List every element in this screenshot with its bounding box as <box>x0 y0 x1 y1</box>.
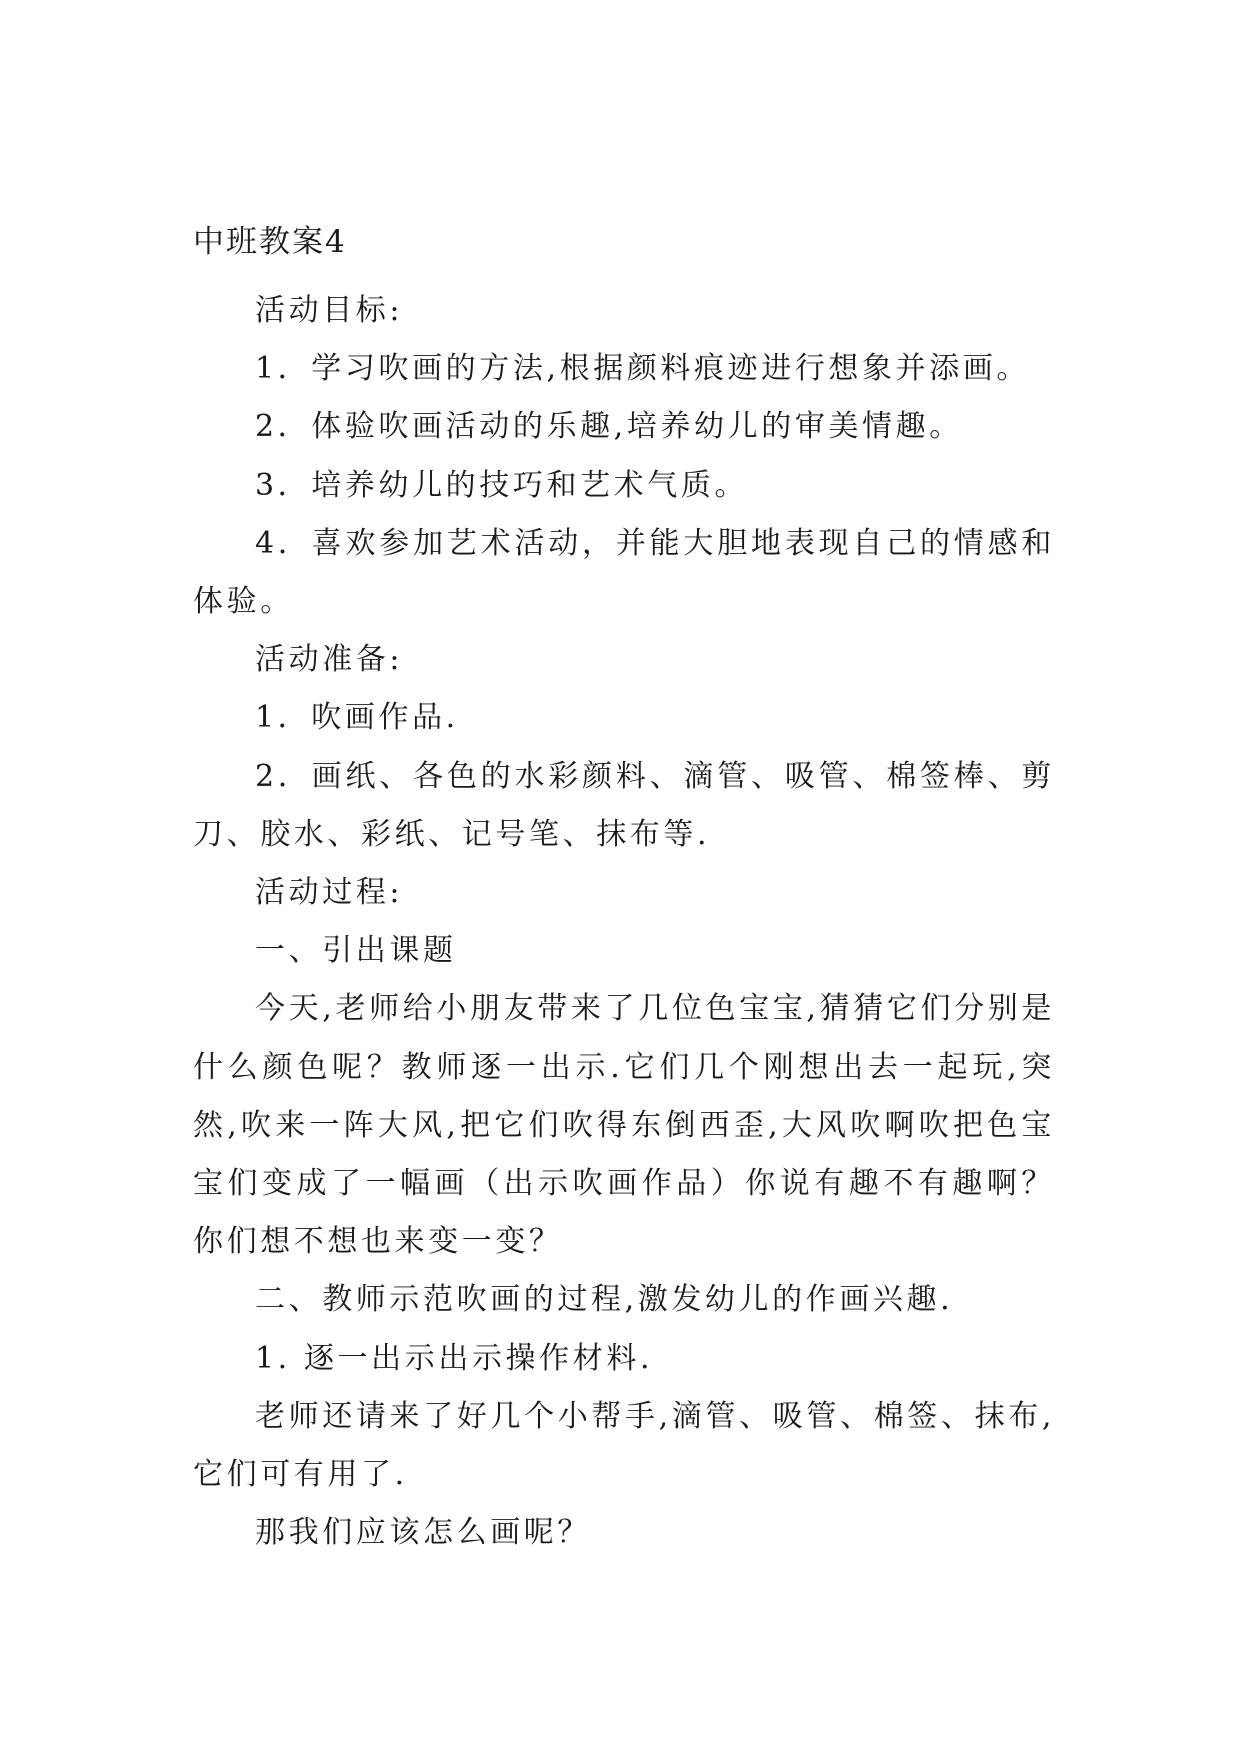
paragraph-section-2-helpers: 老师还请来了好几个小帮手,滴管、吸管、棉签、抹布,它们可有用了. <box>193 1398 1055 1493</box>
paragraph-section-2-question: 那我们应该怎么画呢？ <box>255 1515 591 1551</box>
paragraph-goal-1: 1．学习吹画的方法,根据颜料痕迹进行想象并添画。 <box>255 351 1031 387</box>
paragraph-goals-heading: 活动目标: <box>255 293 404 328</box>
paragraph-section-2-step-1: 1. 逐一出示出示操作材料. <box>255 1340 654 1376</box>
paragraph-process-heading: 活动过程: <box>255 875 404 911</box>
paragraph-section-2-heading: 二、教师示范吹画的过程,激发幼儿的作画兴趣. <box>255 1282 954 1318</box>
paragraph-goal-2: 2．体验吹画活动的乐趣,培养幼儿的审美情趣。 <box>255 409 963 445</box>
paragraph-preparation-heading: 活动准备: <box>255 642 404 678</box>
paragraph-section-1-body: 今天,老师给小朋友带来了几位色宝宝,猜猜它们分别是什么颜色呢？教师逐一出示.它们几个刚想出去一起玩,突然,吹来一阵大风,把它们吹得东倒西歪,大风吹啊吹把色宝宝们变成了一幅画（出示吹画作品）你说有趣不有趣啊？你们想不想也来变一变？ <box>193 991 1055 1260</box>
paragraph-preparation-1: 1．吹画作品. <box>255 700 459 736</box>
document-body <box>193 282 1055 1562</box>
paragraph-goal-4: 4．喜欢参加艺术活动，并能大胆地表现自己的情感和体验。 <box>193 525 1055 620</box>
paragraph-section-1-heading: 一、引出课题 <box>255 933 457 969</box>
paragraph-preparation-2: 2．画纸、各色的水彩颜料、滴管、吸管、棉签棒、剪刀、胶水、彩纸、记号笔、抹布等. <box>193 758 1055 852</box>
document-title: 中班教案4 <box>193 224 347 260</box>
paragraph-goal-3: 3．培养幼儿的技巧和艺术气质。 <box>255 467 749 503</box>
